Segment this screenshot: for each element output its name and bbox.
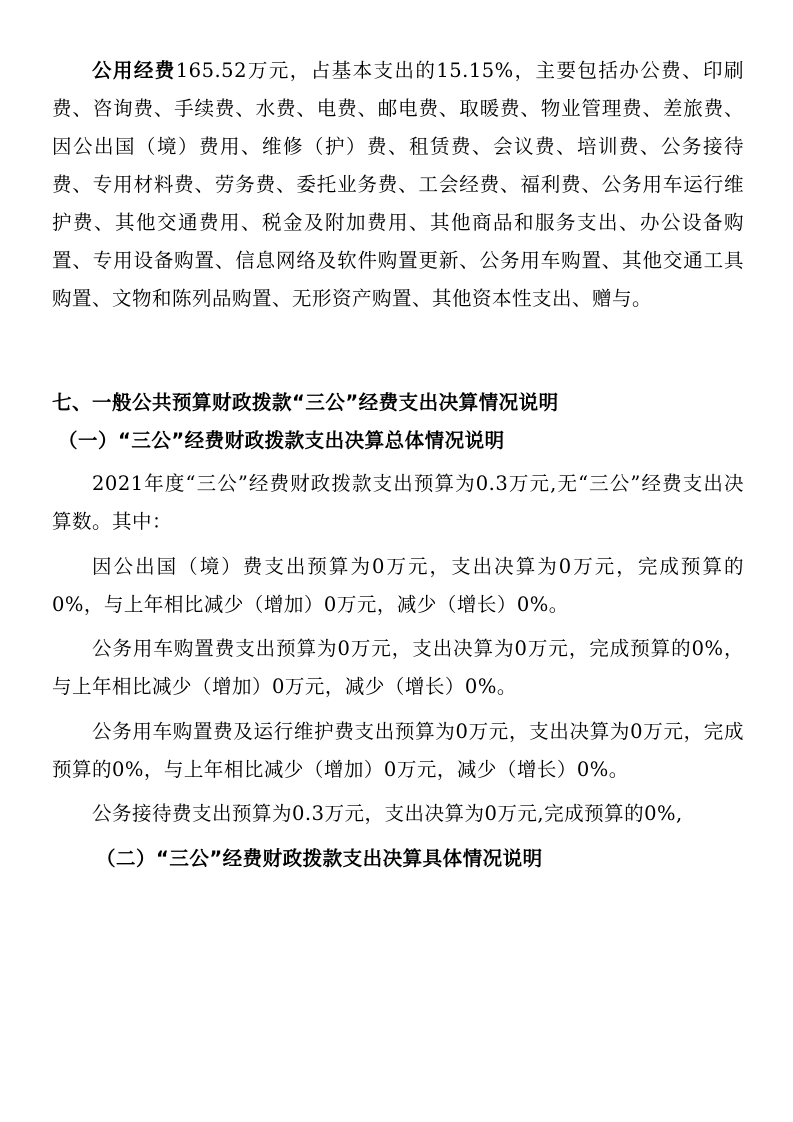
overseas-travel-paragraph: 因公出国（境）费支出预算为0万元，支出决算为0万元，完成预算的0%，与上年相比减少（增加）0万元，减少（增长）0%。	[52, 555, 744, 616]
public-expense-label: 公用经费	[92, 59, 176, 82]
total-budget-paragraph: 2021年度“三公”经费财政拨款支出预算为0.3万元,无“三公”经费支出决算数。其中：	[52, 472, 744, 533]
vehicle-purchase-paragraph: 公务用车购置费支出预算为0万元，支出决算为0万元，完成预算的0%，与上年相比减少（增加）0万元，减少（增长）0%。	[52, 637, 744, 698]
vehicle-operation-paragraph: 公务用车购置费及运行维护费支出预算为0万元，支出决算为0万元，完成预算的0%，与上年相比减少（增加）0万元，减少（增长）0%。	[52, 720, 744, 781]
subsection-7-1-heading: （一）“三公”经费财政拨款支出决算总体情况说明	[58, 429, 505, 452]
section-7-heading: 七、一般公共预算财政拨款“三公”经费支出决算情况说明	[52, 391, 559, 414]
public-expense-text: 165.52万元，占基本支出的15.15%，主要包括办公费、印刷费、咨询费、手续费、水费、电费、邮电费、取暖费、物业管理费、差旅费、因公出国（境）费用、维修（护）费、租赁费、会议费、培训费、公务接待费、专用材料费、劳务费、委托业务费、工会经费、福利费、公务用车运行维护费、其他交通费用、税金及附加费用、其他商品和服务支出、办公设备购置、专用设备购置、信息网络及软件购置更新、公务用车购置、其他交通工具购置、文物和陈列品购置、无形资产购置、其他资本性支出、赠与。	[52, 59, 744, 310]
reception-expense-paragraph: 公务接待费支出预算为0.3万元，支出决算为0万元,完成预算的0%,	[92, 802, 683, 825]
subsection-7-2-heading: （二）“三公”经费财政拨款支出决算具体情况说明	[96, 847, 543, 870]
public-expense-paragraph	[52, 52, 744, 318]
